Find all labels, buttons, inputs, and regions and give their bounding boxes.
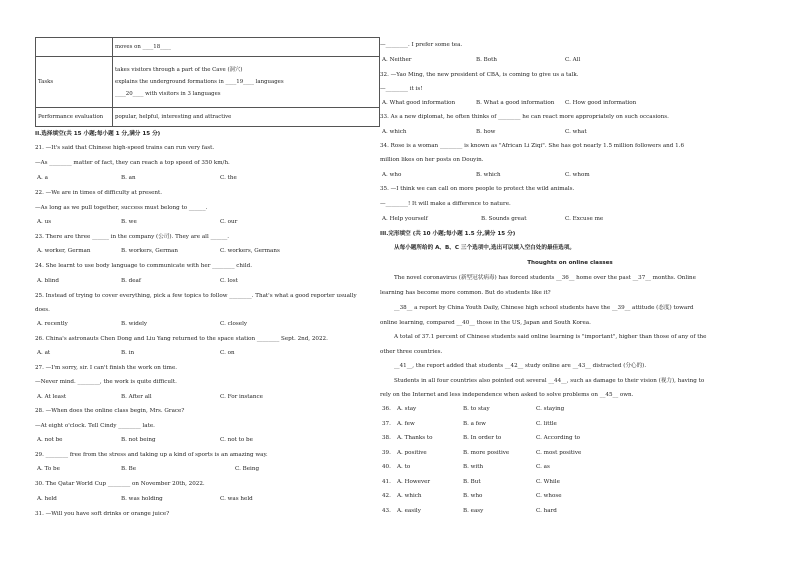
option-c: C. the <box>220 175 237 181</box>
table-line: ____20____ with visitors in 3 languages <box>115 90 221 97</box>
passage-line: Students in all four countries also pointed out several __44__, such as damage to their vision (视力), having to <box>394 378 705 384</box>
passage-line: __38__ a report by China Youth Daily, Chinese high school students have the __39__ attitude (态度) toward <box>394 305 694 311</box>
option-c: C. as <box>536 464 550 470</box>
question-line: —________ it is! <box>380 86 423 92</box>
question-line: 35. —I think we can call on more people to protect the wild animals. <box>380 186 575 192</box>
option-c: C. According to <box>536 435 580 441</box>
question-line: 27. —I'm sorry, sir. I can't finish the work on time. <box>35 365 178 371</box>
table-row <box>36 108 380 127</box>
cloze-question-number: 36. <box>382 406 391 412</box>
option-a: A. blind <box>37 278 59 284</box>
question-line: 33. As a new diplomat, he often thinks of ________ he can react more appropriately on such occasions. <box>380 114 669 120</box>
question-line: 23. There are three ______ in the company (公司). They are all ______. <box>35 234 230 240</box>
option-c: C. Excuse me <box>565 216 604 222</box>
cloze-question-number: 42. <box>382 493 391 499</box>
question-line: —At eight o'clock. Tell Cindy ________ late. <box>35 423 155 429</box>
option-b: B. easy <box>463 507 484 514</box>
option-c: C. workers, Germans <box>220 248 280 254</box>
option-a: A. a <box>37 175 48 181</box>
option-c: C. Being <box>235 466 260 472</box>
option-a: A. However <box>397 478 431 485</box>
question-line: 32. —Yao Ming, the new president of CBA, is coming to give us a talk. <box>380 72 579 78</box>
option-c: C. our <box>220 219 238 225</box>
option-a: A. worker, German <box>37 248 91 254</box>
option-a: A. positive <box>397 449 427 456</box>
option-a: A. to <box>397 464 411 470</box>
cloze-question-number: 43. <box>382 507 391 514</box>
question-line: —________. I prefer some tea. <box>380 42 463 48</box>
option-b: B. which <box>476 172 501 178</box>
option-c: C. How good information <box>565 100 637 106</box>
option-a: A. Help yourself <box>382 216 428 222</box>
option-c: C. not to be <box>220 437 253 443</box>
section-instruction: 从每小题所给的 A、B、C 三个选项中,选出可以填入空白处的最佳选项。 <box>394 245 575 251</box>
option-b: B. deaf <box>121 278 141 284</box>
option-c: C. staying <box>536 406 565 412</box>
option-b: B. Sounds great <box>481 216 527 222</box>
table-row <box>36 57 380 108</box>
passage-line: other three countries. <box>380 349 443 355</box>
option-a: A. which <box>382 129 407 135</box>
table-label-cell: Tasks <box>36 57 113 108</box>
option-b: B. a few <box>463 420 486 427</box>
option-a: A. recently <box>37 321 68 327</box>
question-line: —________! It will make a difference to nature. <box>380 201 511 207</box>
option-b: B. an <box>121 175 136 181</box>
option-b: B. how <box>476 129 496 135</box>
passage-line: The novel coronavirus (新型冠状病毒) has forced students __36__ home over the past __37__ months. Online <box>394 275 696 281</box>
option-a: A. at <box>37 350 51 356</box>
option-b: B. not being <box>121 437 156 443</box>
option-a: A. easily <box>397 507 421 514</box>
passage-line: rely on the Internet and less independence when asked to solve problems on __45__ own. <box>380 392 634 398</box>
question-line: does. <box>35 307 50 313</box>
option-c: C. on <box>220 350 235 356</box>
cloze-question-number: 37. <box>382 420 391 427</box>
option-a: A. not be <box>37 437 63 443</box>
passage-line: learning has become more common. But do students like it? <box>380 290 551 296</box>
option-b: B. widely <box>121 321 148 327</box>
question-line: 24. She learnt to use body language to communicate with her ________ child. <box>35 263 252 269</box>
section-heading: III.完形填空 (共 10 小题;每小题 1.5 分,满分 15 分) <box>380 231 516 237</box>
option-c: C. most positive <box>536 449 582 456</box>
section-heading: II.选择填空(共 15 小题;每小题 1 分,满分 15 分) <box>35 131 161 137</box>
option-a: A. us <box>37 219 52 225</box>
question-line: —As long as we pull together, success must belong to ______. <box>35 205 208 211</box>
option-b: B. workers, German <box>121 248 178 254</box>
question-line: 29. ________ free from the stress and taking up a kind of sports is an amazing way. <box>35 452 268 458</box>
table-label-cell: Performance evaluation <box>36 108 113 127</box>
option-a: A. stay <box>397 406 417 412</box>
option-b: B. Be <box>121 466 137 472</box>
question-line: —Never mind. ________, the work is quite difficult. <box>35 379 177 385</box>
passage-line: online learning, compared __40__ those in the US, Japan and South Korea. <box>380 320 591 326</box>
passage-title: Thoughts on online classes <box>527 260 613 266</box>
question-line: 28. —When does the online class begin, Mrs. Grace? <box>35 408 185 414</box>
option-a: A. held <box>37 496 57 502</box>
question-line: 26. China's astronauts Chen Dong and Liu Yang returned to the space station ________ Sept. 2nd, 2022. <box>35 336 328 342</box>
option-b: B. In order to <box>463 435 502 441</box>
table-line: explains the underground formations in ____19____ languages <box>115 78 284 85</box>
question-line: —As ________ matter of fact, they can reach a top speed of 350 km/h. <box>35 160 230 166</box>
question-line: million likes on her posts on Douyin. <box>380 157 484 163</box>
option-b: B. But <box>463 478 481 485</box>
option-a: A. few <box>397 420 415 427</box>
table-content-cell: popular, helpful, interesting and attractive <box>113 108 380 127</box>
option-b: B. who <box>463 493 483 499</box>
option-c: C. was held <box>220 496 253 502</box>
passage-line: A total of 37.1 percent of Chinese students said online learning is "important", higher than those of any of the <box>394 334 707 340</box>
option-c: C. For instance <box>220 394 263 400</box>
option-a: A. Thanks to <box>397 435 433 441</box>
cloze-question-number: 41. <box>382 478 391 485</box>
table-content-cell <box>113 57 380 108</box>
cloze-question-number: 40. <box>382 464 391 470</box>
option-b: B. What a good information <box>476 100 555 106</box>
option-a: A. What good information <box>382 100 456 106</box>
option-b: B. more positive <box>463 449 510 456</box>
question-line: 22. —We are in times of difficulty at present. <box>35 190 163 196</box>
option-a: A. which <box>397 493 422 499</box>
option-b: B. Both <box>476 57 497 63</box>
cloze-question-number: 39. <box>382 449 391 456</box>
passage-line: __41__, the report added that students __42__ study online are __43__ distracted (分心的). <box>394 363 647 369</box>
task-table <box>35 37 380 127</box>
question-line: 21. —It's said that Chinese high-speed trains can run very fast. <box>35 145 215 151</box>
option-b: B. in <box>121 350 135 356</box>
option-c: C. what <box>565 129 587 135</box>
table-content-cell: moves on ____18____ <box>113 38 380 57</box>
option-a: A. At least <box>37 394 67 400</box>
table-label-cell <box>36 38 113 57</box>
question-line: 25. Instead of trying to cover everything, pick a few topics to follow ________. That's what a good reporter usually <box>35 293 357 299</box>
question-line: 30. The Qatar World Cup ________ on November 20th, 2022. <box>35 481 205 487</box>
question-line: 31. —Will you have soft drinks or orange juice? <box>35 511 170 517</box>
option-c: C. While <box>536 478 560 485</box>
option-c: C. whose <box>536 493 562 499</box>
table-line: takes visitors through a part of the Cave (洞穴) <box>115 66 243 73</box>
option-b: B. to stay <box>463 406 490 412</box>
table-row <box>36 38 380 57</box>
question-line: 34. Rose is a woman ________ is known as "African Li Ziqi". She has got nearly 1.5 million followers and 1.6 <box>380 143 685 149</box>
option-b: B. After all <box>121 394 152 400</box>
option-a: A. Neither <box>382 57 412 63</box>
option-c: C. All <box>565 57 581 63</box>
option-b: B. with <box>463 464 484 470</box>
cloze-question-number: 38. <box>382 435 391 441</box>
option-a: A. who <box>382 172 402 178</box>
option-b: B. we <box>121 219 137 225</box>
option-c: C. lost <box>220 278 238 284</box>
option-c: C. hard <box>536 507 557 514</box>
option-c: C. little <box>536 420 557 427</box>
option-b: B. was holding <box>121 496 163 502</box>
option-c: C. whom <box>565 172 590 178</box>
option-c: C. closely <box>220 321 248 327</box>
option-a: A. To be <box>37 466 60 472</box>
